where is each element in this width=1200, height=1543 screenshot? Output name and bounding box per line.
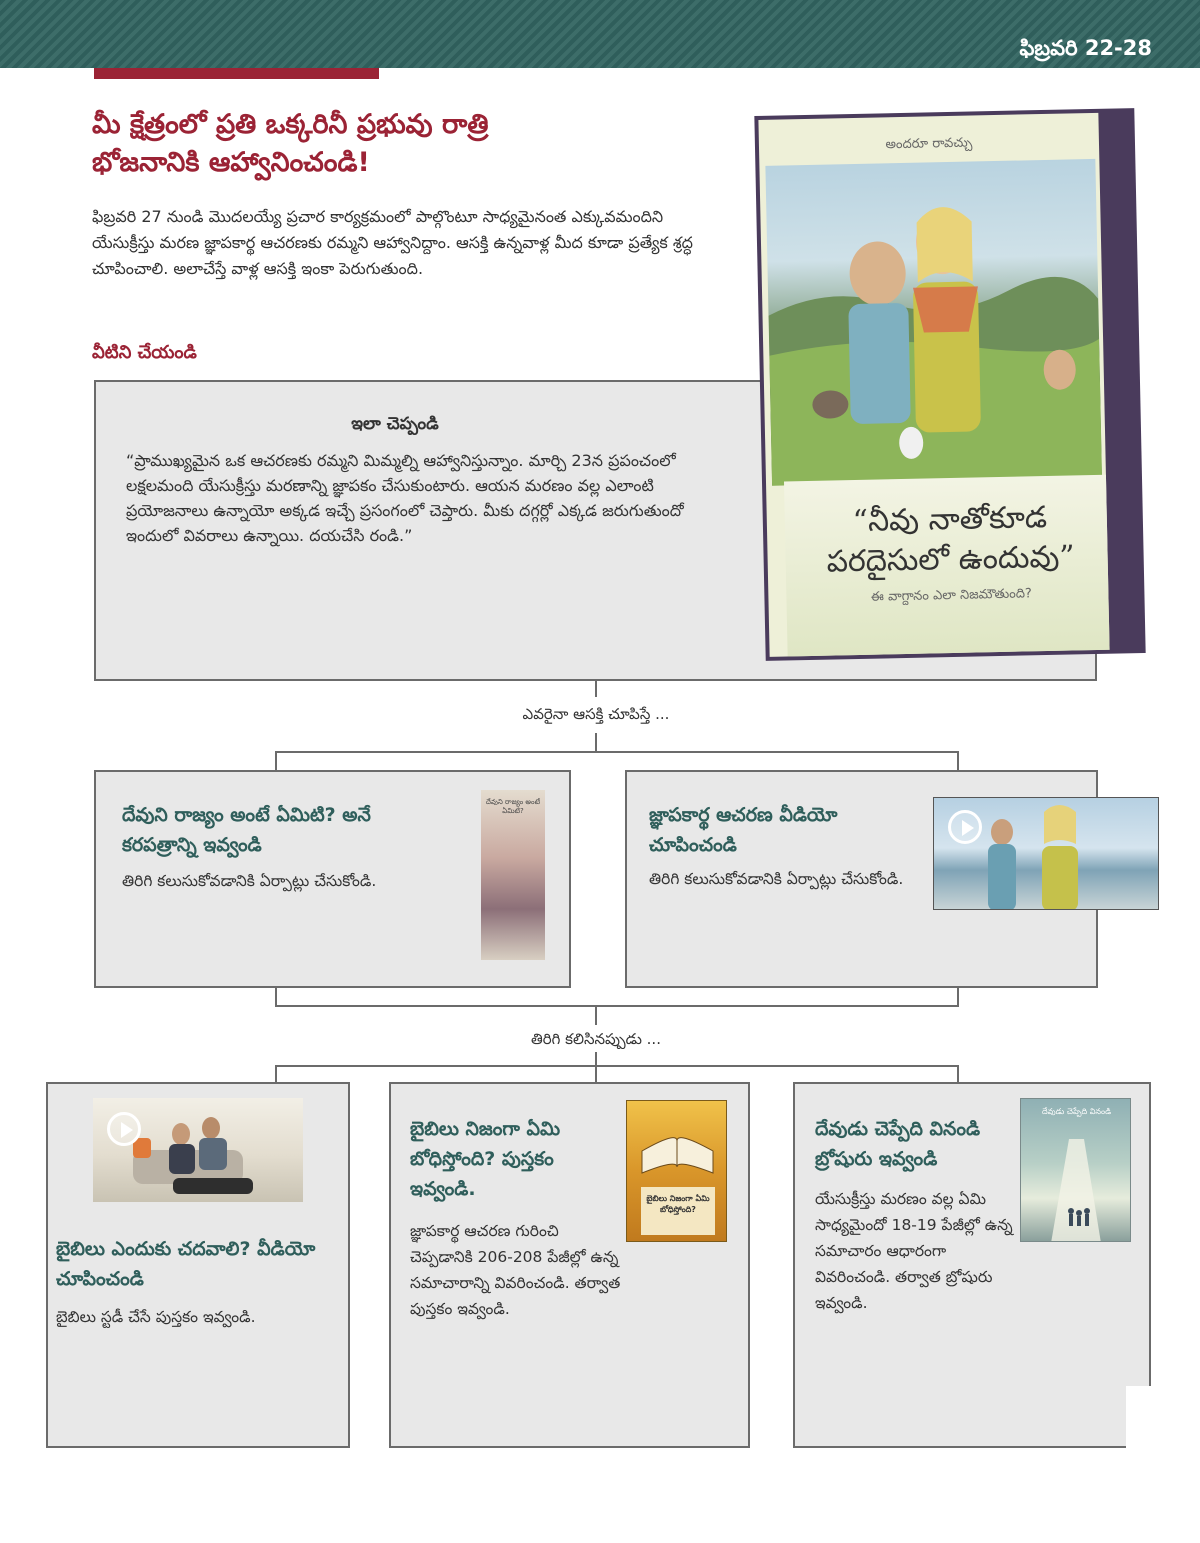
- brochure-tagline: అందరూ రావచ్చు: [885, 135, 973, 153]
- say-text: “ప్రాముఖ్యమైన ఒక ఆచరణకు రమ్మని మిమ్మల్ని ఆహ్వానిస్తున్నాం. మార్చి 23న ప్రపంచంలో లక్షలమంది యేసుక్రీస్తు మరణాన్ని జ్ఞాపకం చేసుకుంటారు. ఆయన మరణం వల్ల ఎలాంటి ప్రయోజనాలు ఉన్నాయో అక్కడ ఇచ్చే ప్రసంగంలో చెప్తారు. మీకు దగ్గర్లో ఎక్కడ జరుగుతుందో ఇందులో వివరాలు ఉన్నాయి. దయచేసి రండి.”: [126, 451, 684, 545]
- connector-line: [595, 681, 597, 697]
- page-title: [92, 106, 712, 182]
- listen-to-god-brochure-cover: [1020, 1098, 1131, 1242]
- header-bar: [0, 0, 1200, 68]
- section-subhead: వీటిని చేయండి: [92, 342, 197, 363]
- say-heading: ఇలా చెప్పండి: [351, 414, 439, 434]
- connector-line: [595, 1005, 597, 1025]
- accent-bar: [94, 68, 379, 79]
- connector-line: [275, 1005, 959, 1007]
- connector-line: [275, 988, 277, 1006]
- tract-cover-title: దేవుని రాజ్యం అంటే ఏమిటి?: [485, 798, 540, 815]
- family-path-image: [1021, 1099, 1131, 1242]
- connector-line: [275, 1065, 959, 1067]
- date-range: ఫిబ్రవరి 22-28: [1019, 36, 1152, 60]
- why-read-bible-title: బైబిలు ఎందుకు చదవాలి? వీడియో చూపించండి: [56, 1238, 316, 1290]
- listen-to-god-text: యేసుక్రీస్తు మరణం వల్ల ఏమి సాధ్యమైందో 18-19 పేజీల్లో ఉన్న సమాచారం ఆధారంగా వివరించండి. తర్వాత బ్రోషురు ఇవ్వండి.: [815, 1190, 1013, 1312]
- paradise-scene-image: [765, 159, 1102, 486]
- tract-option-text: తిరిగి కలుసుకోవడానికి ఏర్పాట్లు చేసుకోండి.: [122, 872, 377, 890]
- connector-line: [595, 1052, 597, 1066]
- connector-line: [957, 1065, 959, 1083]
- listen-to-god-title: దేవుడు చెప్పేది వినండి బ్రోషురు ఇవ్వండి: [815, 1118, 981, 1170]
- invitation-brochure: [754, 108, 1145, 661]
- title-line-2: భోజనానికి ఆహ్వానించండి!: [92, 147, 370, 178]
- title-line-1: మీ క్షేత్రంలో ప్రతి ఒక్కరినీ ప్రభువు రాత్రి: [92, 109, 489, 140]
- if-interested-label: ఎవరైనా ఆసక్తి చూపిస్తే ...: [522, 705, 670, 723]
- open-bible-icon: [627, 1111, 727, 1191]
- why-read-bible-video-thumbnail[interactable]: [93, 1098, 303, 1202]
- bible-teach-book-title: బైబిలు నిజంగా ఏమి బోధిస్తోంది? పుస్తకం ఇవ్వండి.: [410, 1118, 561, 1200]
- memorial-video-title: జ్ఞాపకార్థ ఆచరణ వీడియో చూపించండి: [649, 804, 838, 856]
- tract-option-title: దేవుని రాజ్యం అంటే ఏమిటి? అనే కరపత్రాన్ని ఇవ్వండి: [122, 804, 371, 856]
- brochure-subtitle: ఈ వాగ్దానం ఎలా నిజమౌతుంది?: [870, 586, 1033, 605]
- listen-to-god-cover-title: దేవుడు చెప్పేది వినండి: [1042, 1107, 1111, 1116]
- memorial-video-thumbnail[interactable]: [933, 797, 1159, 910]
- tract-cover-image: [481, 790, 545, 960]
- connector-line: [275, 751, 959, 753]
- connector-line: [957, 988, 959, 1006]
- play-icon[interactable]: [948, 810, 982, 844]
- page-edge-tab: [1126, 1386, 1154, 1450]
- brochure-title-panel: [784, 475, 1110, 657]
- bible-teach-book-cover: [626, 1100, 727, 1242]
- connector-line: [595, 1065, 597, 1083]
- connector-line: [595, 733, 597, 751]
- brochure-quote: “నీవు నాతోకూడ పరదైసులో ఉందువు”: [826, 500, 1076, 580]
- brochure-photo: [765, 159, 1102, 486]
- connector-line: [275, 751, 277, 771]
- why-read-bible-text: బైబిలు స్టడీ చేసే పుస్తకం ఇవ్వండి.: [56, 1308, 256, 1326]
- on-return-label: తిరిగి కలిసినప్పుడు ...: [531, 1030, 661, 1048]
- bible-teach-book-text: జ్ఞాపకార్థ ఆచరణ గురించి చెప్పడానికి 206-208 పేజీల్లో ఉన్న సమాచారాన్ని వివరించండి. తర్వాత పుస్తకం ఇవ్వండి.: [410, 1222, 621, 1318]
- intro-paragraph: ఫిబ్రవరి 27 నుండి మొదలయ్యే ప్రచార కార్యక్రమంలో పాల్గొంటూ సాధ్యమైనంత ఎక్కువమందిని యేసుక్రీస్తు మరణ జ్ఞాపకార్థ ఆచరణకు రమ్మని ఆహ్వానిద్దాం. ఆసక్తి ఉన్నవాళ్ల మీద కూడా ప్రత్యేక శ్రద్ధ చూపించాలి. అలాచేస్తే వాళ్ల ఆసక్తి ఇంకా పెరుగుతుంది.: [92, 207, 693, 278]
- connector-line: [957, 751, 959, 771]
- brochure-front: [758, 113, 1109, 657]
- play-icon[interactable]: [107, 1112, 141, 1146]
- memorial-video-text: తిరిగి కలుసుకోవడానికి ఏర్పాట్లు చేసుకోండి.: [649, 870, 904, 888]
- connector-line: [275, 1065, 277, 1083]
- bible-teach-book-cover-title: బైబిలు నిజంగా ఏమి బోధిస్తోంది?: [641, 1187, 715, 1235]
